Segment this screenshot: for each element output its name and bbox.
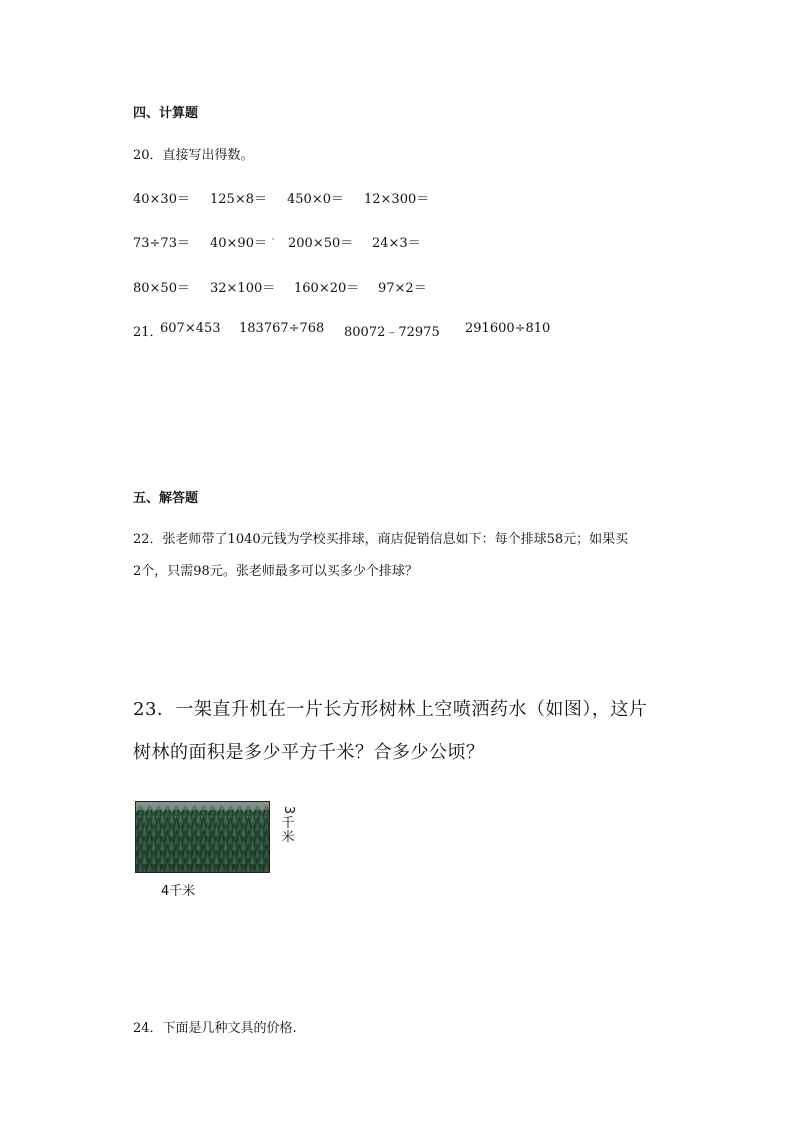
side-dimension-label [281,803,295,845]
side-dimension-number: 3 [281,805,296,815]
side-dimension-unit-1: 千 [281,816,295,831]
calc-item: 73÷73＝ [133,236,190,251]
section-4-title: 四、计算题 [133,106,199,121]
side-dimension-unit-2: 米 [281,830,295,845]
question-23-line-2: 树林的面积是多少平方千米？合多少公顷？ [133,742,485,763]
calc-item: 32×100＝ [210,281,276,296]
calc-item: 97×2＝ [378,281,427,296]
stray-dot [272,238,274,240]
calc-item: 291600÷810 [465,321,551,336]
calc-item: 40×30＝ [133,192,190,207]
calc-item: 80×50＝ [133,281,190,296]
calc-item: 24×3＝ [372,236,421,251]
question-22-line-1: 22．张老师带了1040元钱为学校买排球，商店促销信息如下：每个排球58元；如果买 [133,532,629,547]
calc-item: 80072﹣72975 [344,325,440,340]
calc-item: 40×90＝ [210,236,267,251]
question-23-line-1: 23．一架直升机在一片长方形树林上空喷洒药水（如图），这片 [133,699,648,720]
question-24-prompt: 24．下面是几种文具的价格. [133,1021,297,1036]
calc-item: 160×20＝ [294,281,360,296]
bottom-dimension-label: 4千米 [161,884,196,899]
calc-item: 450×0＝ [287,192,344,207]
calc-item: 200×50＝ [288,236,354,251]
forest-image [135,801,270,873]
calc-item: 125×8＝ [210,192,267,207]
forest-trees [136,802,269,872]
question-20-prompt: 20．直接写出得数。 [133,148,254,163]
question-21-label: 21． [133,325,163,340]
question-22-line-2: 2个，只需98元。张老师最多可以买多少个排球？ [133,564,418,579]
section-5-title: 五、解答题 [133,491,199,506]
calc-item: 12×300＝ [364,192,430,207]
calc-item: 183767÷768 [239,321,325,336]
calc-item: 607×453 [160,321,221,336]
